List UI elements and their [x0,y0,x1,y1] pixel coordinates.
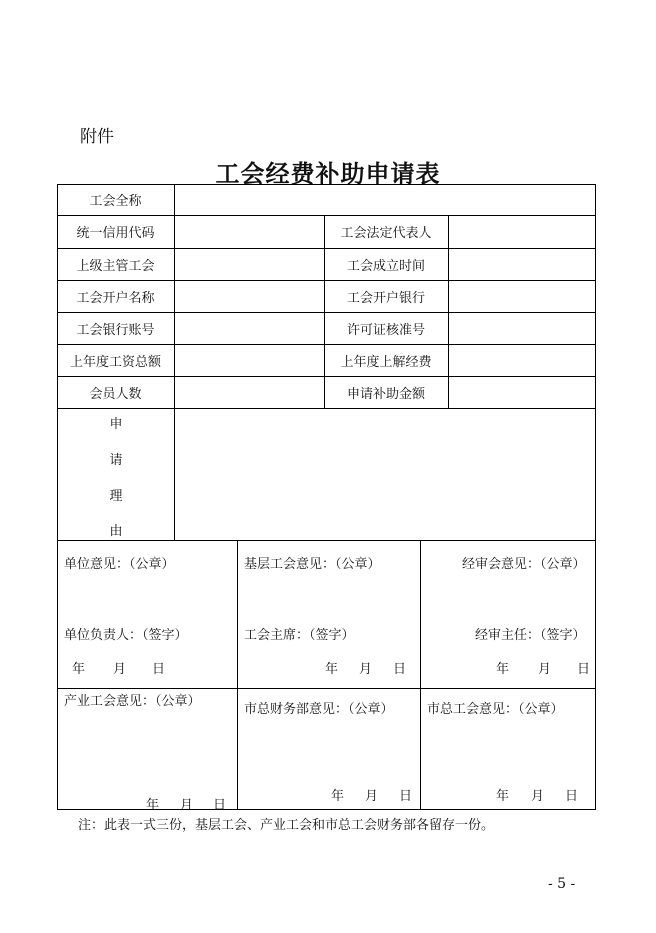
date-year: 年 [331,789,345,804]
superior-union-field[interactable] [175,249,324,280]
date-day: 日 [577,662,591,677]
label-license-no: 许可证核准号 [346,322,425,338]
bank-field[interactable] [449,281,595,312]
unit-leader-sign-label: 单位负责人：（签字） [64,628,188,643]
row-divider [57,540,596,541]
label-superior-union: 上级主管工会 [76,258,155,274]
label-bank: 工会开户银行 [346,290,425,306]
reason-label-char: 理 [109,489,123,504]
audit-opinion-label: 经审会意见：（公章） [462,557,586,572]
label-requested-amount: 申请补助金额 [346,386,425,402]
date-year: 年 [496,662,510,677]
date-day: 日 [213,798,227,813]
reason-label-char: 由 [109,524,123,539]
member-count-field[interactable] [175,377,324,408]
date-year: 年 [325,662,339,677]
last-year-wages-field[interactable] [175,345,324,376]
city-union-opinion-label: 市总工会意见：（公章） [427,702,564,717]
date-month: 月 [365,789,379,804]
date-year: 年 [146,798,160,813]
column-divider [237,540,238,810]
date-day: 日 [152,662,166,677]
date-month: 月 [113,662,127,677]
unit-opinion-label: 单位意见：（公章） [64,557,175,572]
row-divider [57,688,596,689]
license-no-field[interactable] [449,313,595,344]
label-credit-code: 统一信用代码 [76,226,155,241]
date-day: 日 [393,662,407,677]
industry-opinion-label: 产业工会意见：（公章） [64,694,201,709]
label-member-count: 会员人数 [89,386,142,402]
founded-time-field[interactable] [449,249,595,280]
label-last-year-wages: 上年度工资总额 [69,354,161,370]
label-legal-rep: 工会法定代表人 [340,226,432,241]
date-day: 日 [565,789,579,804]
reason-label-char: 请 [109,453,123,468]
grassroots-opinion-label: 基层工会意见：（公章） [244,557,381,572]
city-finance-opinion-label: 市总财务部意见：（公章） [244,702,394,717]
date-year: 年 [496,789,510,804]
date-month: 月 [538,662,552,677]
requested-amount-field[interactable] [449,377,595,408]
date-day: 日 [399,789,413,804]
form-title: 工会经费补助申请表 [215,159,441,188]
form-footnote: 注：此表一式三份，基层工会、产业工会和市总工会财务部各留存一份。 [78,818,495,833]
credit-code-field[interactable] [175,216,324,248]
date-year: 年 [72,662,86,677]
legal-rep-field[interactable] [449,216,595,248]
label-last-year-remitted: 上年度上解经费 [340,354,432,370]
label-founded-time: 工会成立时间 [346,258,425,274]
attachment-label: 附件 [80,127,114,147]
date-month: 月 [180,798,194,813]
union-name-field[interactable] [175,185,595,215]
reason-label-char: 申 [109,417,123,432]
page-number: - 5 - [548,876,576,892]
last-year-remitted-field[interactable] [449,345,595,376]
union-chair-sign-label: 工会主席：（签字） [244,628,355,643]
date-month: 月 [359,662,373,677]
label-account-name: 工会开户名称 [76,290,155,306]
bank-account-field[interactable] [175,313,324,344]
account-name-field[interactable] [175,281,324,312]
column-divider [420,540,421,810]
label-bank-account: 工会银行账号 [76,322,155,338]
audit-director-sign-label: 经审主任：（签字） [475,628,586,643]
reason-field[interactable] [175,409,595,540]
label-union-name: 工会全称 [89,194,142,209]
date-month: 月 [531,789,545,804]
